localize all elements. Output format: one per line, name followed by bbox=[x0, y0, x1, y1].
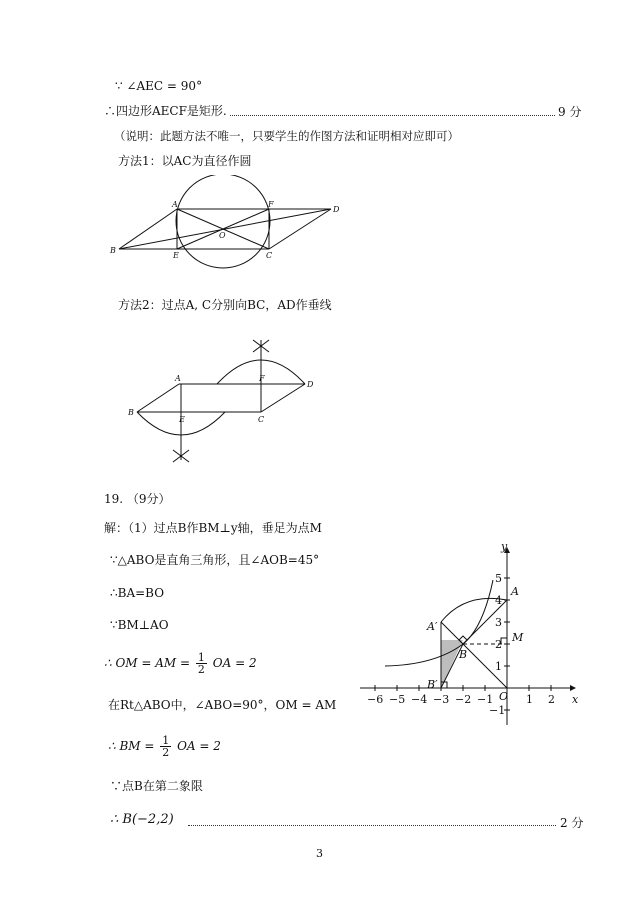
y-tick-4: 4 bbox=[495, 594, 502, 607]
y-tick--1: −1 bbox=[489, 704, 506, 717]
q19-l6-suffix: OA = 2 bbox=[177, 739, 221, 753]
q19-line-4 bbox=[104, 650, 257, 678]
frac-denominator: 2 bbox=[197, 663, 205, 676]
seg2-dc bbox=[261, 384, 305, 412]
fig2-label-c: C bbox=[258, 415, 265, 424]
fig2-label-e: E bbox=[179, 415, 185, 424]
q19-l4-prefix: ∴ OM = AM = bbox=[104, 656, 191, 670]
y-tick-3: 3 bbox=[495, 616, 502, 629]
page-number: 3 bbox=[316, 847, 323, 860]
therefore-rectangle-line: ∴四边形AECF是矩形. bbox=[104, 104, 227, 118]
x-tick--6: −6 bbox=[367, 693, 384, 706]
q19-l4-suffix: OA = 2 bbox=[212, 656, 257, 670]
coordinate-graph bbox=[355, 540, 585, 730]
q19-header: 19. （9分） bbox=[104, 492, 171, 506]
y-tick-5: 5 bbox=[495, 572, 502, 585]
axis-label-y: y bbox=[501, 540, 508, 553]
x-tick-1: 1 bbox=[526, 693, 533, 706]
frac2-numerator: 1 bbox=[162, 734, 170, 747]
x-tick--4: −4 bbox=[411, 693, 428, 706]
point-label-a: A bbox=[511, 585, 519, 598]
fig1-label-e: E bbox=[173, 251, 179, 260]
frac-numerator: 1 bbox=[197, 651, 205, 664]
figure-method-2 bbox=[125, 330, 325, 470]
origin-label: O bbox=[499, 690, 509, 703]
x-tick--3: −3 bbox=[433, 693, 450, 706]
seg-ba bbox=[119, 209, 177, 249]
y-tick-1: 1 bbox=[495, 660, 502, 673]
figure-method-1 bbox=[105, 175, 345, 270]
point-label-b-prime: B′ bbox=[427, 678, 438, 691]
fig1-label-c: C bbox=[266, 251, 273, 260]
q19-line-6 bbox=[108, 733, 221, 761]
fraction-one-half-2 bbox=[160, 735, 171, 758]
score-leader-dots bbox=[230, 115, 555, 116]
point-label-m: M bbox=[512, 631, 524, 644]
point-label-a-prime: A′ bbox=[427, 620, 438, 633]
q19-line-8: ∴ B(−2,2) bbox=[110, 812, 174, 827]
x-tick--5: −5 bbox=[389, 693, 406, 706]
fig2-label-f: F bbox=[259, 374, 265, 383]
point-label-b: B bbox=[459, 648, 468, 661]
y-tick-2: 2 bbox=[495, 638, 502, 651]
fig2-label-a: A bbox=[175, 374, 181, 383]
axis-label-x: x bbox=[572, 693, 579, 706]
x-tick-2: 2 bbox=[548, 693, 555, 706]
fig1-label-b: B bbox=[110, 246, 116, 255]
fig1-label-o: O bbox=[219, 231, 226, 240]
q19-line-1: ∵△ABO是直角三角形，且∠AOB=45° bbox=[110, 553, 320, 567]
because-aec-line: ∵ ∠AEC = 90° bbox=[115, 79, 203, 93]
fraction-one-half bbox=[196, 652, 207, 675]
fig1-label-a: A bbox=[172, 200, 178, 209]
method-1-heading: 方法1：以AC为直径作圆 bbox=[118, 154, 252, 168]
x-tick--2: −2 bbox=[455, 693, 472, 706]
q19-line-5: 在Rt△ABO中，∠ABO=90°，OM = AM bbox=[108, 698, 337, 712]
fig1-label-f: F bbox=[268, 200, 274, 209]
fig1-label-d: D bbox=[333, 205, 340, 214]
q19-solution-intro: 解：（1）过点B作BM⊥y轴，垂足为点M bbox=[104, 521, 322, 535]
circle-diameter-ac bbox=[176, 175, 273, 268]
q19-l6-prefix: ∴ BM = bbox=[108, 739, 155, 753]
score-leader-dots-2 bbox=[188, 825, 556, 826]
q19-line-3: ∵BM⊥AO bbox=[110, 618, 169, 632]
frac2-denominator: 2 bbox=[162, 746, 170, 759]
fig2-label-b: B bbox=[128, 408, 134, 417]
note-line: （说明：此题方法不唯一，只要学生的作图方法和证明相对应即可） bbox=[114, 129, 459, 143]
score-9: 9 分 bbox=[558, 105, 582, 119]
curve bbox=[385, 580, 493, 666]
q19-line-2: ∴BA=BO bbox=[110, 586, 165, 600]
fig2-label-d: D bbox=[307, 380, 314, 389]
q19-line-7: ∵点B在第二象限 bbox=[110, 779, 203, 793]
seg2-ba bbox=[137, 384, 179, 412]
method-2-heading: 方法2：过点A, C分别向BC，AD作垂线 bbox=[118, 298, 332, 312]
x-tick--1: −1 bbox=[477, 693, 494, 706]
score-2: 2 分 bbox=[560, 816, 584, 830]
